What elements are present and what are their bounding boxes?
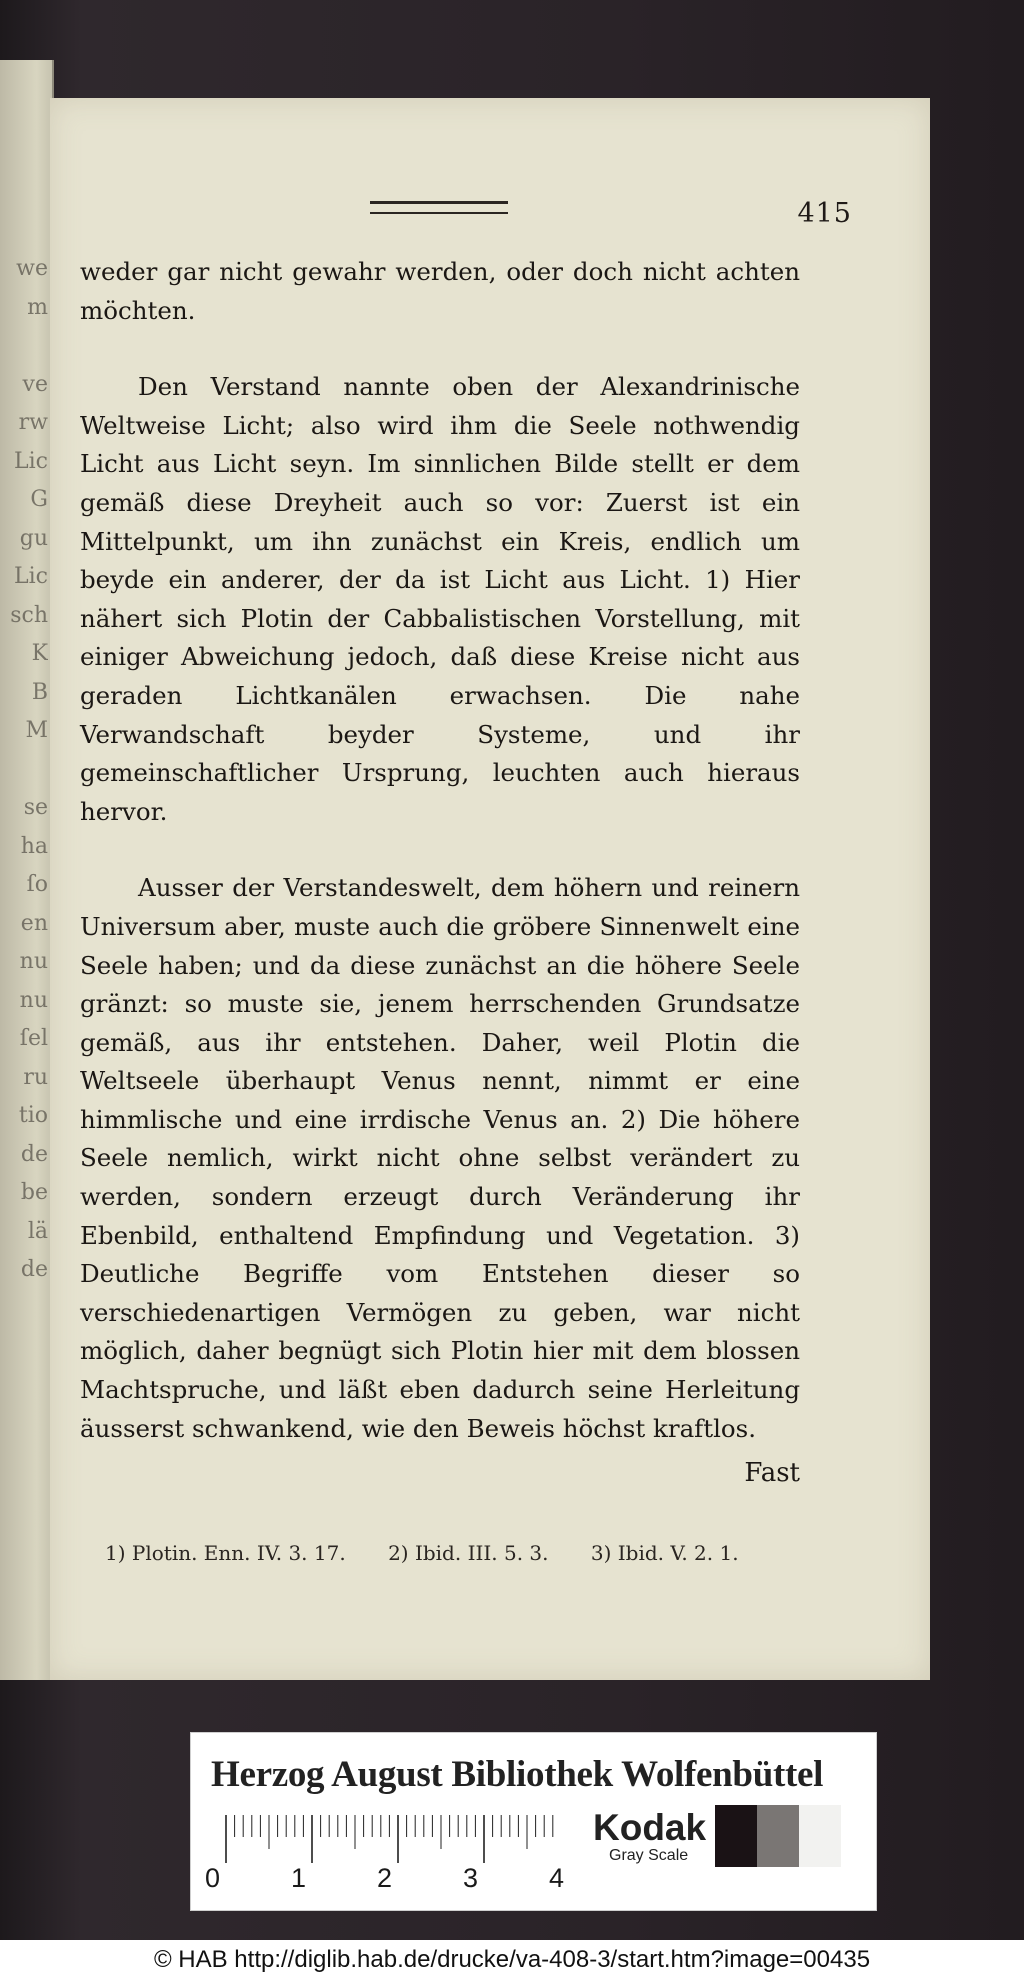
edge-fragment (8, 751, 48, 790)
previous-page-text-fragments (8, 250, 48, 1450)
edge-fragment: we (16, 256, 48, 281)
edge-fragment: Lic (14, 448, 48, 474)
edge-fragment: be (20, 1180, 48, 1205)
edge-fragment: ſel (19, 1026, 48, 1051)
catchword: Fast (744, 1458, 800, 1488)
book-page (50, 98, 930, 1680)
body-text (80, 253, 800, 1486)
ruler-number: 2 (377, 1863, 393, 1893)
library-name: Herzog August Bibliothek Wolfenbüttel (211, 1754, 824, 1795)
edge-fragment: M (25, 718, 48, 743)
paragraph: weder gar nicht gewahr werden, oder doch nicht achten möchten. (80, 257, 800, 325)
edge-fragment: Lic (14, 564, 48, 589)
edge-fragment: nu (19, 987, 48, 1013)
gray-scale-label: Gray Scale (609, 1847, 689, 1864)
header-rule (370, 201, 508, 214)
swatch-black (715, 1805, 757, 1867)
edge-fragment: ru (23, 1064, 48, 1090)
footer-credit: © HAB http://diglib.hab.de/drucke/va-408-3/start.htm?image=00435 (0, 1940, 1024, 1980)
measuring-ruler (216, 1815, 556, 1865)
ruler-number: 4 (549, 1863, 565, 1893)
footnote: 1) Plotin. Enn. IV. 3. 17. (105, 1541, 346, 1565)
kodak-logo: Kodak (593, 1807, 707, 1848)
edge-fragment: G (30, 487, 48, 512)
ruler-number: 1 (291, 1863, 307, 1893)
edge-fragment: ſo (26, 872, 48, 897)
edge-fragment (8, 327, 48, 366)
paragraph: Den Verstand nannte oben der Alexandrinische Weltweise Licht; also wird ihm die Seele nothwendig Licht aus Licht seyn. Im sinnlichen Bilde stellt er dem gemäß diese Dreyheit auch so vor: Zuerst ist ein Mittelpunkt, um ihn zunächst ein Kreis, endlich um beyde ein anderer, der da ist Licht aus Licht. 1) Hier nähert sich Plotin der Cabbalistischen Vorstellung, mit einiger Abweichung jedoch, daß diese Kreise nicht aus geraden Lichtkanälen erwachsen. Die nahe Verwandschaft beyder Systeme, und ihr gemeinschaftlicher Ursprung, leuchten auch hieraus hervor. (80, 372, 800, 826)
edge-fragment: lä (27, 1218, 48, 1244)
edge-fragment: nu (19, 949, 48, 974)
edge-fragment: de (20, 1257, 48, 1282)
footnotes (105, 1538, 815, 1568)
edge-fragment: rw (18, 410, 48, 435)
edge-fragment: ve (22, 371, 48, 397)
swatch-white (799, 1805, 841, 1867)
edge-fragment: de (20, 1141, 48, 1167)
edge-fragment: sch (10, 602, 48, 628)
swatch-gray (757, 1805, 799, 1867)
footnote: 3) Ibid. V. 2. 1. (590, 1541, 739, 1565)
edge-fragment: en (20, 910, 48, 936)
edge-fragment: B (31, 679, 48, 705)
gray-scale-swatches (715, 1805, 841, 1867)
edge-fragment: m (27, 294, 48, 320)
edge-fragment: K (31, 641, 48, 666)
paragraph: Ausser der Verstandeswelt, dem höhern und reinern Universum aber, muste auch die gröbere Sinnenwelt eine Seele haben; und da diese zunächst an die höhere Seele gränzt: so muste sie, jenem herrschenden Grundsatze gemäß, aus ihr entstehen. Daher, weil Plotin die Weltseele überhaupt Venus nennt, nimmt er eine himmlische und eine irrdische Venus an. 2) Die höhere Seele nemlich, wirkt nicht ohne selbst verändert zu werden, sondern erzeugt durch Veränderung ihr Ebenbild, enthaltend Empfindung und Vegetation. 3) Deutliche Begriffe vom Entstehen dieser so verschiedenartigen Vermögen zu geben, war nicht möglich, daher begnügt sich Plotin hier mit dem blossen Machtspruche, und läßt eben dadurch seine Herleitung äusserst schwankend, wie den Beweis höchst kraftlos. (80, 873, 800, 1443)
color-target-card (190, 1732, 877, 1911)
page-number: 415 (797, 198, 852, 229)
ruler-number: 0 (205, 1863, 221, 1893)
edge-fragment: tio (18, 1103, 48, 1128)
previous-page-edge (0, 60, 54, 1680)
edge-fragment: ha (20, 833, 48, 859)
edge-fragment: se (23, 795, 48, 820)
edge-fragment: gu (19, 525, 48, 551)
ruler-number: 3 (463, 1863, 479, 1893)
footnote: 2) Ibid. III. 5. 3. (388, 1541, 549, 1565)
